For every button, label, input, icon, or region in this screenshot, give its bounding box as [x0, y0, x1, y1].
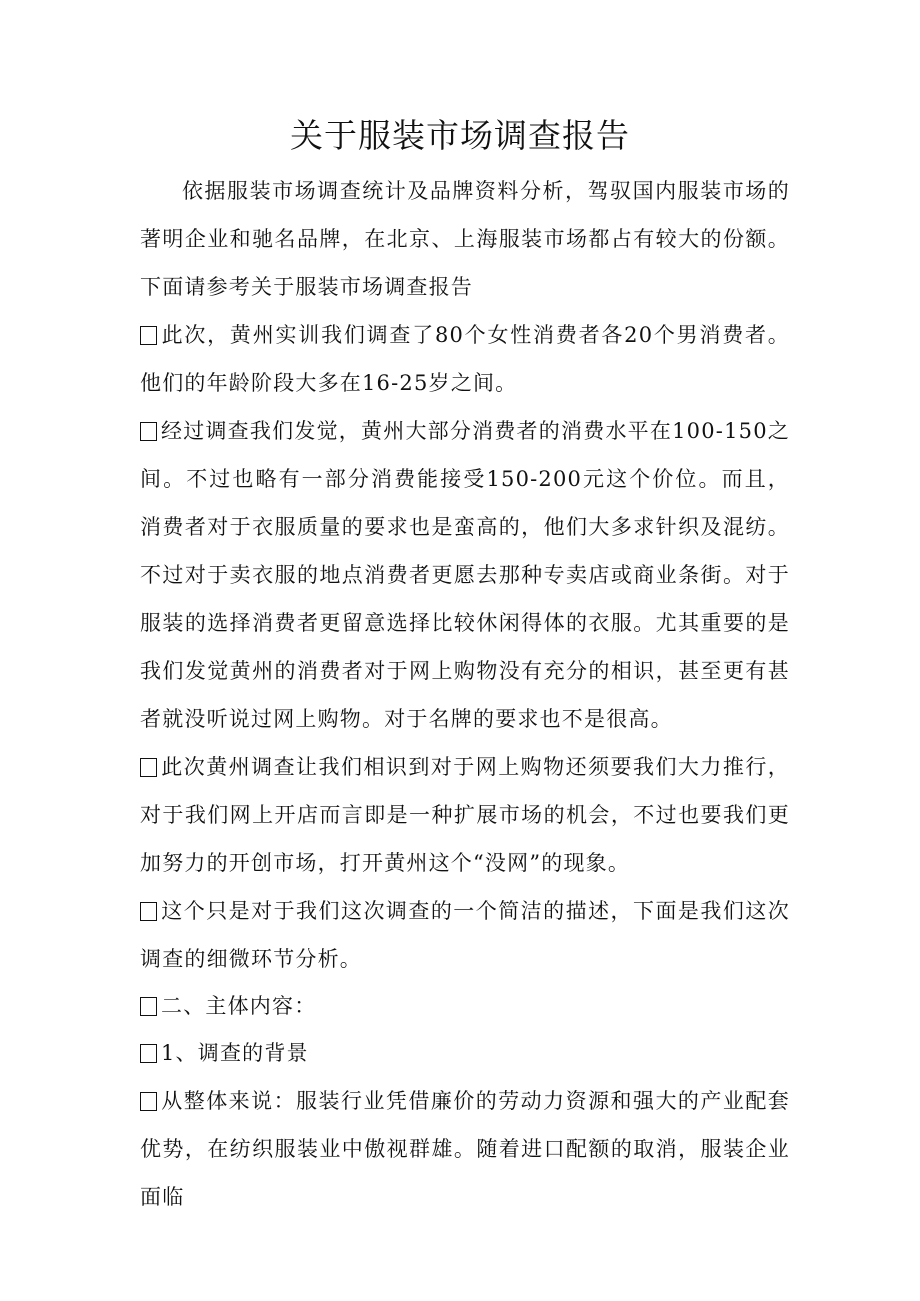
subsection-heading-background [140, 1030, 790, 1077]
section-heading-main-content [140, 983, 790, 1030]
checkbox-bullet-icon [140, 758, 157, 777]
paragraph-text: 经过调查我们发觉，黄州大部分消费者的消费水平在100-150之间。不过也略有一部分消费能接受150-200元这个价位。而且，消费者对于衣服质量的要求也是蛮高的，他们大多求针织及混纺。不过对于卖衣服的地点消费者更愿去那种专卖店或商业条街。对于服装的选择消费者更留意选择比较休闲得体的衣服。尤其重要的是我们发觉黄州的消费者对于网上购物没有充分的相识，甚至更有甚者就没听说过网上购物。对于名牌的要求也不是很高。 [140, 419, 790, 731]
paragraph-text: 此次，黄州实训我们调查了80个女性消费者各20个男消费者。他们的年龄阶段大多在16-25岁之间。 [140, 323, 790, 395]
document-body [140, 167, 790, 1221]
intro-paragraph: 依据服装市场调查统计及品牌资料分析，驾驭国内服装市场的著明企业和驰名品牌，在北京、上海服装市场都占有较大的份额。下面请参考关于服装市场调查报告 [140, 179, 790, 299]
paragraph-industry-overview [140, 1077, 790, 1221]
paragraph-text: 从整体来说：服装行业凭借廉价的劳动力资源和强大的产业配套优势，在纺织服装业中傲视群雄。随着进口配额的取消，服装企业面临 [140, 1089, 790, 1209]
paragraph-findings [140, 407, 790, 743]
subsection-heading-text: 1、调查的背景 [161, 1041, 309, 1065]
checkbox-bullet-icon [140, 902, 157, 921]
checkbox-bullet-icon [140, 1092, 157, 1111]
checkbox-bullet-icon [140, 422, 157, 441]
checkbox-bullet-icon [140, 997, 157, 1016]
section-heading-text: 二、主体内容： [161, 994, 317, 1018]
paragraph-text: 此次黄州调查让我们相识到对于网上购物还须要我们大力推行，对于我们网上开店而言即是一种扩展市场的机会，不过也要我们更加努力的开创市场，打开黄州这个“没网”的现象。 [140, 755, 790, 875]
checkbox-bullet-icon [140, 326, 157, 345]
paragraph-online-shopping [140, 743, 790, 887]
paragraph-summary [140, 887, 790, 983]
paragraph-text: 这个只是对于我们这次调查的一个简洁的描述，下面是我们这次调查的细微环节分析。 [140, 899, 790, 971]
checkbox-bullet-icon [140, 1044, 157, 1063]
document-title: 关于服装市场调查报告 [290, 116, 630, 155]
paragraph-survey-sample [140, 311, 790, 407]
